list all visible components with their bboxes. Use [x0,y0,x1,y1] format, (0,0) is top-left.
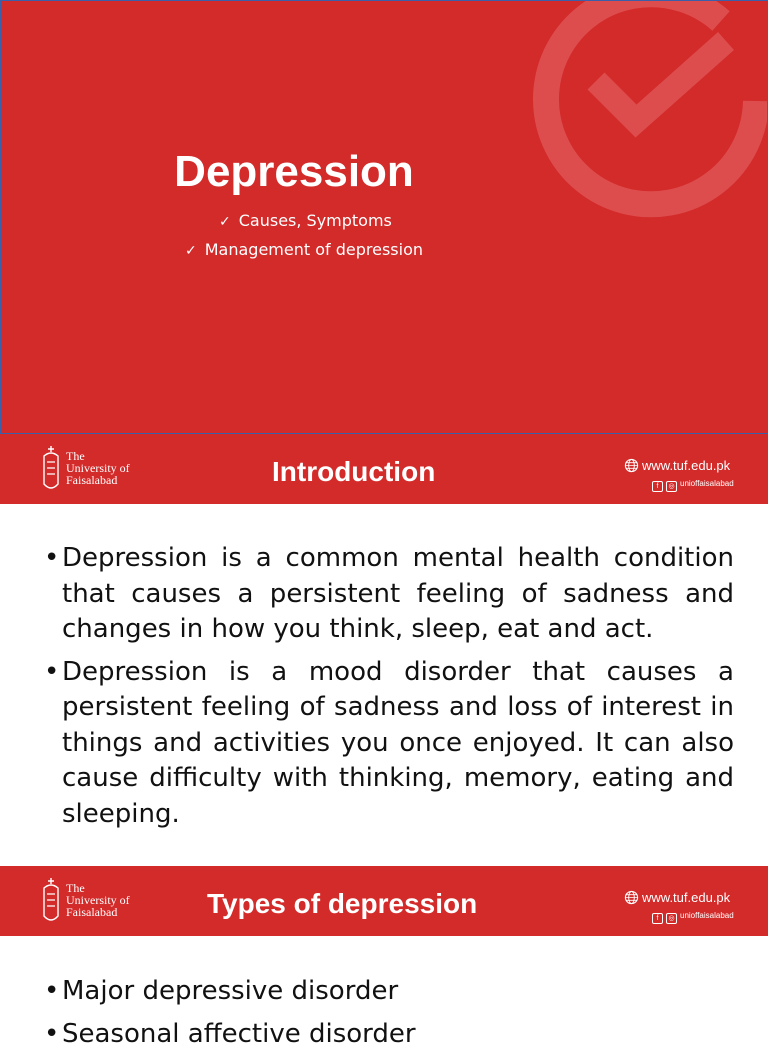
slide-title: Depression [174,147,414,196]
types-header-band [0,866,768,936]
list-item: • Depression is a mood disorder that causes a persistent feeling of sadness and loss of interest in things and activities you once enjoyed. It can also cause difficulty with thinking, memory, eating and sleeping. [46,655,734,833]
social-handle[interactable]: f ◎ unioffaisalabad [652,479,734,492]
types-bullet-list [46,974,734,1059]
checkmark-circle-decoration [521,0,768,241]
introduction-bullet-list [46,541,734,839]
university-logo [40,444,150,496]
section-heading: Introduction [272,456,436,487]
introduction-header-band [0,434,768,504]
globe-icon [624,890,639,905]
title-slide [0,0,768,434]
facebook-icon: f [652,913,663,924]
check-icon: ✓ [185,243,197,259]
logo-text: The University of Faisalabad [66,449,130,487]
instagram-icon: ◎ [666,913,677,924]
logo-text: The University of Faisalabad [66,881,130,919]
check-icon: ✓ [219,214,231,230]
website-link[interactable]: www.tuf.edu.pk [624,458,730,473]
facebook-icon: f [652,481,663,492]
social-handle[interactable]: f ◎ unioffaisalabad [652,911,734,924]
logo-emblem-icon [40,444,62,496]
website-link[interactable]: www.tuf.edu.pk [624,890,730,905]
globe-icon [624,458,639,473]
list-item: • Seasonal affective disorder [46,1017,734,1053]
list-item: • Major depressive disorder [46,974,734,1010]
check-item-causes: ✓ Causes, Symptoms [219,211,392,230]
instagram-icon: ◎ [666,481,677,492]
logo-emblem-icon [40,876,62,928]
list-item: • Depression is a common mental health condition that causes a persistent feeling of sadness and changes in how you think, sleep, eat and act. [46,541,734,648]
check-item-management: ✓ Management of depression [185,240,423,259]
section-heading: Types of depression [207,888,478,919]
university-logo [40,876,150,928]
